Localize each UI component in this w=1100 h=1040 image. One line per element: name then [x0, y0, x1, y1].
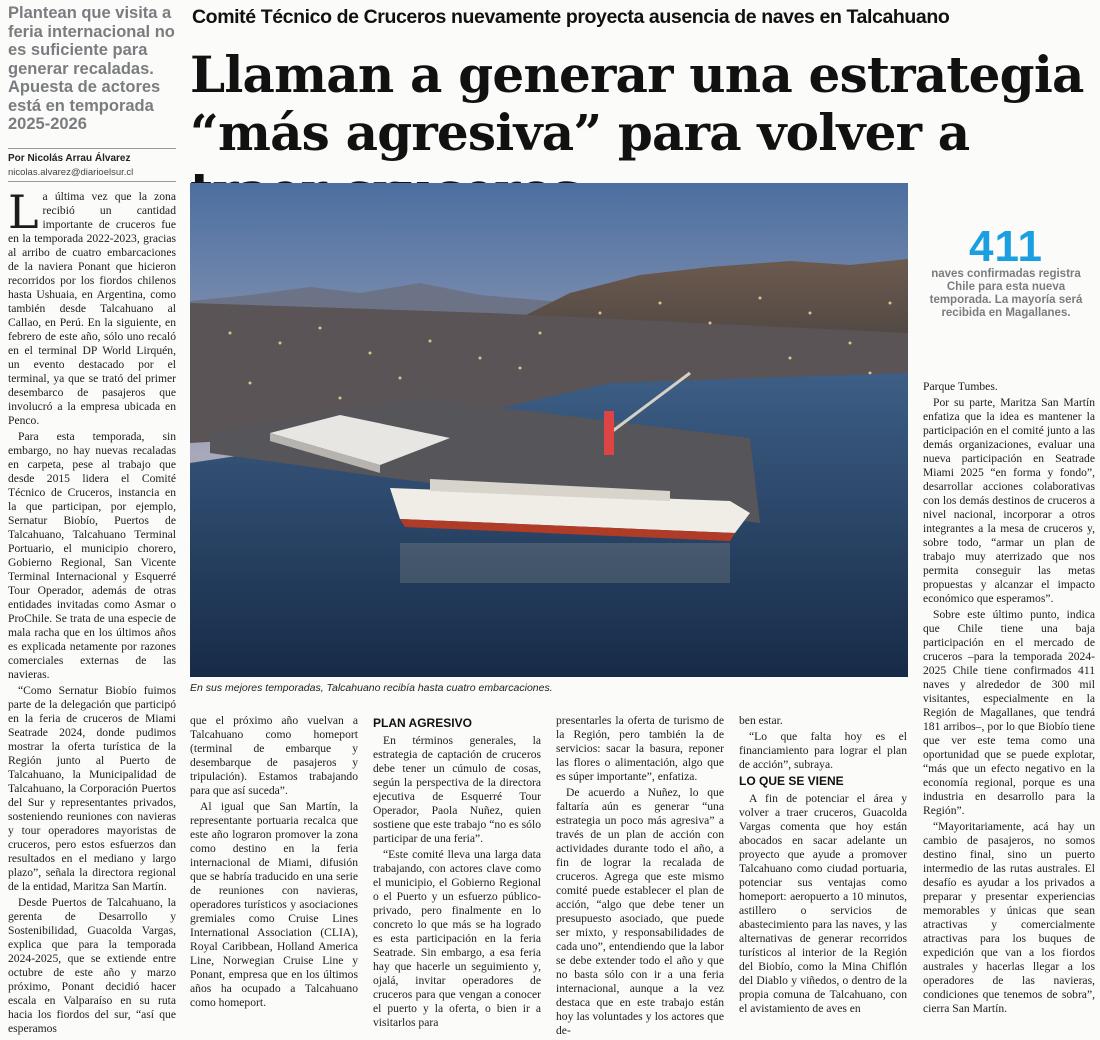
harbor-photo — [190, 183, 908, 677]
article-column-2 — [190, 714, 358, 1012]
divider — [8, 181, 176, 182]
article-column-1 — [8, 185, 176, 1038]
photo-caption: En sus mejores temporadas, Talcahuano recibía hasta cuatro embarcaciones. — [190, 682, 553, 694]
dropcap: L — [8, 185, 39, 239]
paragraph: ben estar. — [739, 714, 783, 727]
paragraph: “Mayoritariamente, acá hay un cambio de pasajeros, no somos destino final, sino un puerto intermedio de las rutas australes. El desafío es ayudar a los privados a preparar y presentar experiencias memorables y únicas que sean atractivas y comercialmente atractivas para los buques de expedición que van a los fiordos australes y hacerlas llegar a los operadores de las navieras, condiciones que tenemos de sobra”, cierra San Martín. — [923, 820, 1095, 1015]
paragraph: La última vez que la zona recibió un cantidad importante de cruceros fue en la temporada 2022-2023, gracias al arribo de cuatro embarcaciones de la naviera Ponant que hicieron recorridos por los fiordos chilenos hasta Ushuaia, en Argentina, como también desde Talcahuano al Callao, en Perú. En la siguiente, en febrero de este año, sólo uno recaló en el terminal DP World Lirquén, un evento destacado por el terminal, ya que se trató del primer desembarco de pasajeros que involucró a la empresa ubicada en Penco. — [8, 185, 176, 427]
paragraph: De acuerdo a Nuñez, lo que faltaría aún es generar “una estrategia un poco más agresiva” a través de un plan de acción con actividades durante todo el año, a fin de lograr la recalada de cruceros. Agrega que este mismo comité puede establecer el plan de acción, “algo que debe tener un presupuesto asociado, que puede ser mixto, y responsabilidades de cada uno”, entendiendo que la labor se debe extender todo el año y que no basta sólo con ir a una feria internacional, aunque a la vez destaca que en este trabajo están hoy las voluntades y los actores que de- — [556, 786, 724, 1037]
author-email: nicolas.alvarez@diarioelsur.cl — [8, 167, 134, 178]
paragraph: Parque Tumbes. — [923, 380, 998, 393]
subhead-lo-que-se-viene: LO QUE SE VIENE — [739, 774, 844, 788]
paragraph: A fin de potenciar el área y volver a traer cruceros, Guacolda Vargas comenta que hoy están abocados en sacar adelante un proyecto que ayude a promover Talcahuano como ciudad portuaria, potenciar sus ventajas como homeport: aeropuerto a 10 minutos, astillero o servicios de abastecimiento para las naves, y las alternativas de generar recorridos turísticos al interior de la Región del Biobío, como la Mina Chiflón del Diablo y viñedos, o dentro de la propia comuna de Talcahuano, con el avistamiento de aves en — [739, 792, 907, 1015]
paragraph: Por su parte, Maritza San Martín enfatiza que la idea es mantener la participación en el comité junto a las demás organizaciones, evaluar una nueva participación en Seatrade Miami 2025 “en forma y fondo”, desarrollar acciones colaborativas con los demás destinos de cruceros a nivel nacional, incorporar a otros integrantes a la mesa de cruceros y, sobre todo, “armar un plan de trabajo muy aterrizado que nos permita conseguir las metas propuestas y alcanzar el impacto económico que esperamos”. — [923, 396, 1095, 605]
article-column-5 — [739, 714, 907, 1018]
paragraph: En términos generales, la estrategia de captación de cruceros debe tener un cúmulo de cosas, según la perspectiva de la directora ejecutiva de Esquerré Tour Operador, Paola Nuñez, quien sostiene que este trabajo “no es sólo participar de una feria”. — [373, 734, 541, 845]
kicker: Comité Técnico de Cruceros nuevamente proyecta ausencia de naves en Talcahuano — [192, 6, 950, 28]
article-column-3 — [373, 714, 541, 1032]
article-column-6 — [923, 380, 1095, 1018]
article-deck: Plantean que visita a feria internacional no es suficiente para generar recaladas. Apuesta de actores está en temporada 2025-2026 — [8, 4, 175, 133]
byline: Por Nicolás Arrau Álvarez — [8, 153, 131, 164]
article-column-4 — [556, 714, 724, 1040]
paragraph: “Como Sernatur Biobío fuimos parte de la delegación que participó en la feria de cruceros de Miami Seatrade 2024, donde pudimos mostrar la oferta turística de la Región junto al Puerto de Talcahuano, la Municipalidad de Talcahuano, la Corporación Puertos del Sur y representantes privados, sosteniendo reuniones con navieras y tour operadores mayoristas de cruceros, pero estos esfuerzos dan resultados en el mediano y largo plazo”, señala la directora regional de la entidad, Maritza San Martín. — [8, 684, 176, 893]
paragraph: Sobre este último punto, indica que Chile tiene una baja participación en el mercado de cruceros –para la temporada 2024-2025 Chile tiene confirmados 411 naves y alrededor de 300 mil visitantes, especialmente en la Región de Magallanes, que tendrá 181 arribos–, por lo que Biobío tiene que ver este tema como una oportunidad que se puede explotar, “más que un efecto negativo en la economía regional, porque es una industria en desarrollo para la Región”. — [923, 608, 1095, 817]
paragraph: Al igual que San Martín, la representante portuaria recalca que este año lograron promover la zona como destino en la feria internacional de Miami, difusión que se habría traducido en una serie de reuniones con navieras, operadores turísticos y asociaciones gremiales como Cruise Lines International Association (CLIA), Royal Caribbean, Holland America Line, Norwegian Cruise Line y Ponant, empresa que en los últimos años ha ocupado a Talcahuano como homeport. — [190, 800, 358, 1009]
paragraph: “Este comité lleva una larga data trabajando, con actores clave como el municipio, el Gobierno Regional o el Puerto y un esfuerzo público-privado, pero finalmente en lo concreto lo que más se ha logrado es esta participación en la feria Seatrade. Sin embargo, a esa feria hay que hacerle un seguimiento y, ojalá, invitar operadores de cruceros para que vengan a conocer el puerto y la oferta, o bien ir a visitarlos para — [373, 848, 541, 1029]
paragraph: Para esta temporada, sin embargo, no hay nuevas recaladas en carpeta, pese al trabajo que desde 2015 lidera el Comité Técnico de Cruceros, instancia en la que participan, por ejemplo, Sernatur Biobío, Puertos de Talcahuano, Talcahuano Terminal Portuario, el municipio chorero, Gobierno Regional, San Vicente Terminal Internacional y Esquerré Tour Operador, además de otras entidades invitadas como Asmar o ProChile. Se trata de una especie de mala racha que en los últimos años es explicada netamente por razones comerciales externas de las navieras. — [8, 430, 176, 681]
paragraph: Desde Puertos de Talcahuano, la gerenta de Desarrollo y Sostenibilidad, Guacolda Vargas, explica que para la temporada 2024-2025, que se extiende entre octubre de este año y marzo próximo, Ponant decidió hacer escala en Valparaíso en su ruta hacia los fiordos del sur, “así que esperamos — [8, 896, 176, 1035]
headline: Llaman a generar una estrategia “más agresiva” para volver a — [190, 45, 1084, 162]
divider — [8, 148, 176, 149]
stat-text: naves confirmadas registra Chile para esta nueva temporada. La mayoría será recibida en Magallanes. — [929, 268, 1083, 319]
subhead-plan-agresivo: PLAN AGRESIVO — [373, 716, 472, 730]
paragraph: presentarles la oferta de turismo de la Región, pero también la de servicios: sacar la basura, reponer las flores o alimentación, algo que es súper importante”, enfatiza. — [556, 714, 724, 783]
paragraph: “Lo que falta hoy es el financiamiento para lograr el plan de acción”, subraya. — [739, 730, 907, 771]
paragraph: que el próximo año vuelvan a Talcahuano como homeport (terminal de embarque y desembarque de pasajeros y tripulación). Estamos trabajando para que así suceda”. — [190, 714, 358, 797]
stat-number: 411 — [969, 222, 1043, 271]
